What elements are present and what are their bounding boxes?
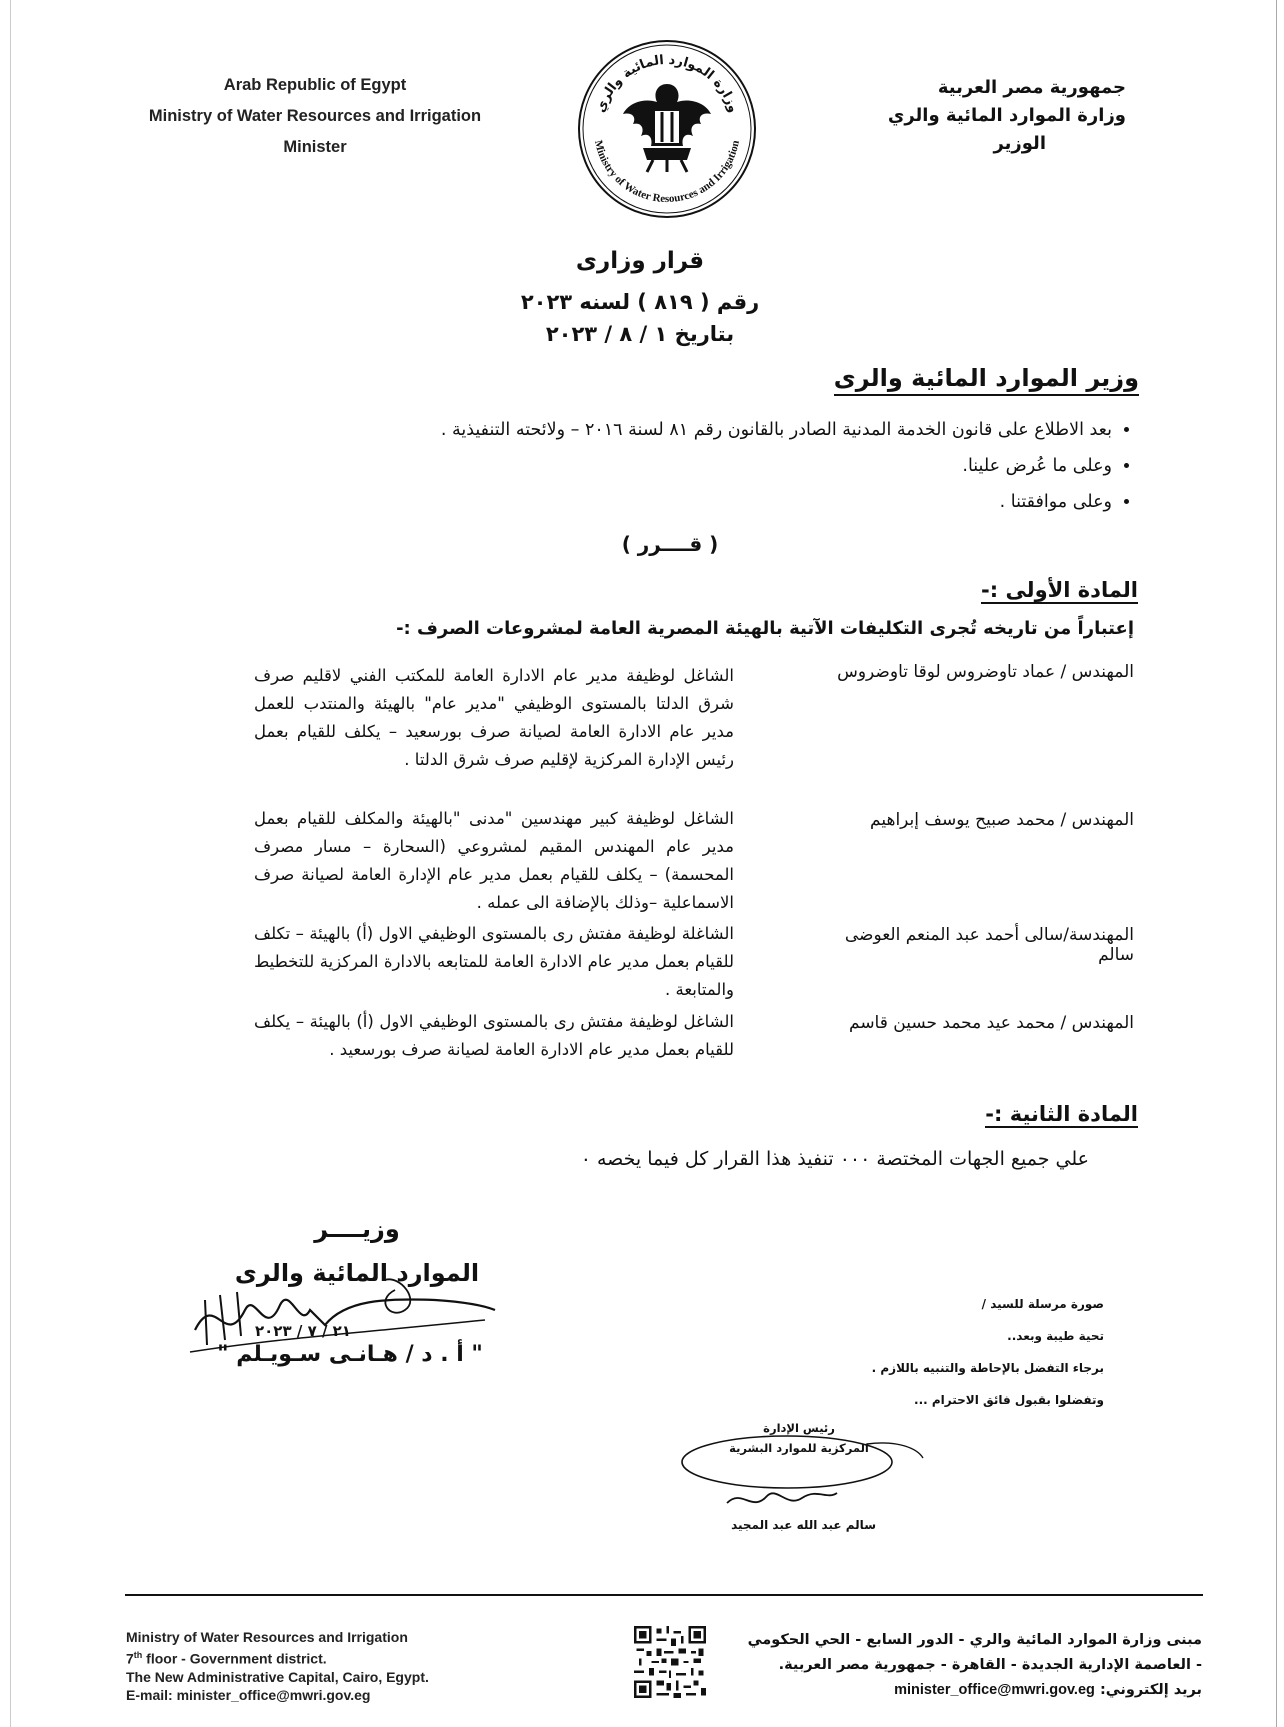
footer-divider — [125, 1594, 1203, 1596]
seal-text-en: Ministry of Water Resources and Irrigation — [591, 138, 742, 206]
header-arabic — [796, 74, 1126, 158]
qr-code-icon — [634, 1626, 706, 1698]
eagle-icon — [623, 84, 711, 172]
footer-en-line2: 7th floor - Government district. — [126, 1650, 327, 1667]
copy-line: برجاء التفضل بالإحاطة والتنبيه باللازم . — [871, 1361, 1104, 1375]
signature-title-line2: الموارد المائية والرى — [234, 1259, 480, 1287]
assignment-description: الشاغلة لوظيفة مفتش رى بالمستوى الوظيفي الاول (أ) بالهيئة – تكلف للقيام بعمل مدير عام الادارة العامة للمتابعه بالادارة المركزية للتخطيط والمتابعة . — [254, 924, 734, 999]
decree-title: قرار وزارى — [575, 248, 705, 274]
signatory-name: " أ . د / هـانـى سـويـلم " — [217, 1342, 483, 1367]
assignment-row — [144, 805, 1134, 915]
article2-heading: المادة الثانية :- — [985, 1102, 1138, 1126]
minister-heading: وزير الموارد المائية والرى — [834, 364, 1139, 396]
header-ar-role: الوزير — [993, 133, 1046, 154]
footer-en-line1: Ministry of Water Resources and Irrigation — [126, 1629, 408, 1645]
hr-signature-icon — [722, 1478, 842, 1518]
signature-handwritten-date: ٢١ / ٧ / ٢٠٢٣ — [255, 1322, 351, 1340]
assignment-row — [144, 662, 1134, 802]
preamble-item: • وعلى ما عُرض علينا. — [274, 448, 1112, 484]
header-en-country: Arab Republic of Egypt — [223, 76, 407, 94]
article2-text: علي جميع الجهات المختصة ٠٠٠ تنفيذ هذا القرار كل فيما يخصه ٠ — [580, 1148, 1089, 1170]
engineer-name: المهندس / عماد تاوضروس لوقا تاوضروس — [837, 662, 1134, 682]
assignment-description: الشاغل لوظيفة مفتش رى بالمستوى الوظيفي الاول (أ) بالهيئة – يكلف للقيام بعمل مدير عام الادارة العامة لصيانة صرف بورسعيد . — [254, 1012, 734, 1059]
stamp-title-line1: رئيس الإدارة — [763, 1421, 835, 1435]
preamble-item: • بعد الاطلاع على قانون الخدمة المدنية الصادر بالقانون رقم ٨١ لسنة ٢٠١٦ – ولائحته التنفيذية . — [274, 412, 1112, 448]
footer-ar-email-line: بريد إلكتروني: minister_office@mwri.gov.eg — [894, 1682, 1202, 1698]
header-en-ministry: Ministry of Water Resources and Irrigation — [148, 107, 482, 125]
decided-heading: ( قــــرر ) — [621, 532, 719, 556]
footer-english — [126, 1628, 429, 1704]
assignment-row — [144, 920, 1134, 1005]
assignment-row — [144, 1008, 1134, 1093]
footer-en-line3: The New Administrative Capital, Cairo, Egypt. — [126, 1668, 429, 1685]
copy-line: وتفضلوا بقبول فائق الاحترام ... — [914, 1393, 1104, 1407]
header-ar-ministry: وزارة الموارد المائية والري — [887, 105, 1126, 126]
preamble-item: • وعلى موافقتنا . — [274, 484, 1112, 520]
stamp-title-line2: المركزية للموارد البشرية — [729, 1441, 869, 1455]
copy-note — [804, 1288, 1104, 1416]
stamp-signer-name: سالم عبد الله عبد المجيد — [731, 1518, 876, 1532]
decree-date: بتاريخ ١ / ٨ / ٢٠٢٣ — [545, 322, 735, 346]
ministry-seal-logo — [572, 34, 762, 224]
footer-en-email: E-mail: minister_office@mwri.gov.eg — [126, 1686, 371, 1703]
header-english — [120, 70, 510, 163]
engineer-name: المهندسة/سالى أحمد عبد المنعم العوضى سالم — [844, 925, 1134, 965]
footer-ar-line2: - العاصمة الإدارية الجديدة - القاهرة - جمهورية مصر العربية. — [778, 1657, 1202, 1673]
engineer-name: المهندس / محمد صبيح يوسف إبراهيم — [870, 810, 1134, 830]
copy-line: صورة مرسلة للسيد / — [981, 1297, 1104, 1311]
scan-edge-left — [10, 0, 11, 1727]
assignment-description: الشاغل لوظيفة كبير مهندسين "مدنى "بالهيئة والمكلف للقيام بعمل مدير عام المهندس المقيم لمشروعي (السحارة – مسار مصرف المحسمة) – يكلف للقيام بعمل مدير عام الإدارة العامة لصيانة صرف الاسماعلية –وذلك بالإضافة الى عمله . — [254, 809, 734, 912]
copy-line: تحية طيبة وبعد.. — [1007, 1329, 1104, 1343]
header-ar-country: جمهورية مصر العربية — [937, 77, 1126, 98]
footer-arabic — [742, 1628, 1202, 1703]
seal-text-ar: وزارة الموارد المائية والري — [593, 52, 741, 115]
footer-ar-line1: مبنى وزارة الموارد المائية والري - الدور السابع - الحي الحكومي — [747, 1632, 1202, 1648]
preamble-list — [274, 412, 1134, 520]
header-en-role: Minister — [283, 138, 347, 156]
decree-number: رقم ( ٨١٩ ) لسنه ٢٠٢٣ — [520, 290, 760, 314]
assignment-description: الشاغل لوظيفة مدير عام الادارة العامة للمكتب الفني لاقليم صرف شرق الدلتا بالمستوى الوظيفي "مدير عام" بالهيئة والمنتدب للعمل مدير عام الادارة العامة لصيانة صرف بورسعيد – يكلف للقيام بعمل رئيس الإدارة المركزية لإقليم صرف شرق الدلتا . — [254, 666, 734, 769]
article1-intro: إعتباراً من تاريخه تُجرى التكليفات الآتية بالهيئة المصرية العامة لمشروعات الصرف :- — [396, 618, 1134, 639]
signature-title-line1: وزيــــر — [314, 1215, 400, 1243]
scan-edge-right — [1276, 0, 1277, 1727]
hr-stamp-text — [709, 1418, 889, 1458]
engineer-name: المهندس / محمد عيد محمد حسين قاسم — [849, 1013, 1134, 1033]
article1-heading: المادة الأولى :- — [981, 578, 1138, 602]
